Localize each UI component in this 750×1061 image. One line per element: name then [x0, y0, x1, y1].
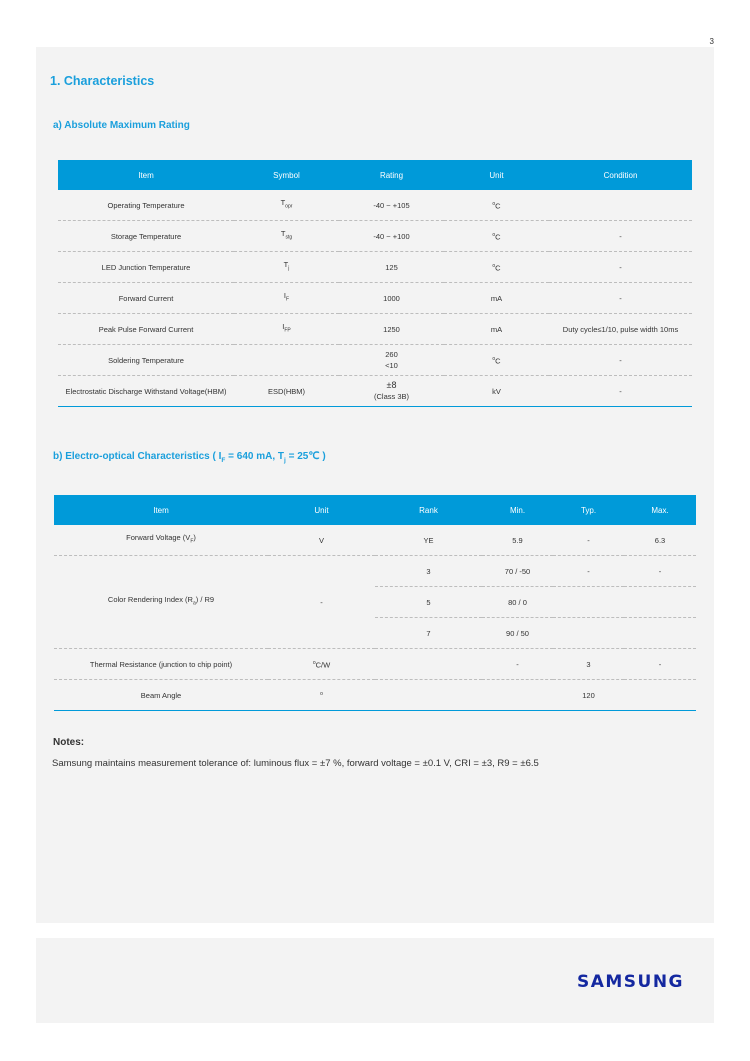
table-row [54, 680, 696, 711]
condition-cell: - [549, 345, 692, 376]
rating-cell: ±8 (Class 3B) [339, 376, 444, 407]
abs-header-row [58, 160, 692, 190]
rating-cell: -40 ~ +100 [339, 221, 444, 252]
condition-cell: - [549, 376, 692, 407]
table-row [58, 345, 692, 376]
unit-cell: mA [444, 314, 549, 345]
symbol-cell: $T_j$ [234, 252, 339, 283]
abs-max-table [58, 160, 692, 407]
item-cell: Soldering Temperature [58, 345, 234, 376]
symbol-cell [234, 345, 339, 376]
abs-header-item: Item [58, 160, 234, 190]
symbol-cell: $T_{opr}$ [234, 190, 339, 221]
table-row [54, 556, 696, 587]
eo-header-unit: Unit [268, 495, 375, 525]
min-cell: 70 / -50 [482, 556, 553, 587]
rank-cell: YE [375, 525, 482, 556]
unit-cell: o [268, 680, 375, 711]
samsung-logo: SAMSUNG [576, 972, 684, 992]
footer-panel [36, 938, 714, 1023]
typ-cell: 3 [553, 649, 624, 680]
min-cell: - [482, 649, 553, 680]
item-cell: Thermal Resistance (junction to chip point) [54, 649, 268, 680]
unit-cell: $^o$C [444, 345, 549, 376]
page-number: 3 [709, 37, 714, 46]
item-cell: Color Rendering Index $(R_a) / R9$ [54, 556, 268, 649]
abs-header-rating: Rating [339, 160, 444, 190]
item-cell: Beam Angle [54, 680, 268, 711]
table-row [54, 525, 696, 556]
unit-cell: - [268, 556, 375, 649]
item-cell: Forward Voltage $(V_F)$ [54, 525, 268, 556]
abs-max-title: a) Absolute Maximum Rating [53, 120, 190, 131]
rating-cell: 1000 [339, 283, 444, 314]
abs-header-condition: Condition [549, 160, 692, 190]
table-row [58, 221, 692, 252]
unit-cell: mA [444, 283, 549, 314]
condition-cell: - [549, 252, 692, 283]
unit-cell: $^o$C [444, 252, 549, 283]
table-row [58, 376, 692, 407]
symbol-cell: $I_{FP}$ [234, 314, 339, 345]
typ-cell: 120 [553, 680, 624, 711]
item-cell: Electrostatic Discharge Withstand Voltage(HBM) [58, 376, 234, 407]
condition-cell: - [549, 283, 692, 314]
section-title: 1. Characteristics [50, 74, 155, 88]
max-cell: - [624, 649, 696, 680]
table-row [58, 283, 692, 314]
unit-cell: V [268, 525, 375, 556]
table-row [58, 252, 692, 283]
eo-header-rank: Rank [375, 495, 482, 525]
eo-header-typ: Typ. [553, 495, 624, 525]
min-cell: 80 / 0 [482, 587, 553, 618]
max-cell: 6.3 [624, 525, 696, 556]
notes-title: Notes: [53, 737, 85, 748]
eo-header-max: Max. [624, 495, 696, 525]
condition-cell [549, 190, 692, 221]
symbol-cell: $I_F$ [234, 283, 339, 314]
rank-cell [375, 649, 482, 680]
rating-cell: -40 ~ +105 [339, 190, 444, 221]
typ-cell: - [553, 525, 624, 556]
unit-cell: $^o$C [444, 190, 549, 221]
rating-cell: 125 [339, 252, 444, 283]
max-cell: - [624, 556, 696, 587]
max-cell [624, 587, 696, 618]
eo-table [54, 495, 696, 711]
rating-cell: 260 <10 [339, 345, 444, 376]
table-row [54, 649, 696, 680]
item-cell: LED Junction Temperature [58, 252, 234, 283]
typ-cell [553, 618, 624, 649]
unit-cell: $^o$C/W [268, 649, 375, 680]
abs-header-symbol: Symbol [234, 160, 339, 190]
eo-header-row [54, 495, 696, 525]
typ-cell [553, 587, 624, 618]
condition-cell: Duty cycle≤1/10, pulse width 10ms [549, 314, 692, 345]
table-row [58, 314, 692, 345]
notes-text: Samsung maintains measurement tolerance of: luminous flux = ±7 %, forward voltage = ±0.1 V, CRI = ±3, R9 = ±6.5 [52, 758, 539, 769]
rank-cell: 7 [375, 618, 482, 649]
eo-title: b) Electro-optical Characteristics ( $I_F = 640$ mA, $T_j$ = 25℃ ) [53, 451, 326, 464]
max-cell [624, 680, 696, 711]
symbol-cell: $T_{stg}$ [234, 221, 339, 252]
unit-cell: kV [444, 376, 549, 407]
rank-cell: 5 [375, 587, 482, 618]
min-cell: 5.9 [482, 525, 553, 556]
eo-header-item: Item [54, 495, 268, 525]
min-cell [482, 680, 553, 711]
condition-cell: - [549, 221, 692, 252]
item-cell: Forward Current [58, 283, 234, 314]
table-row [58, 190, 692, 221]
item-cell: Storage Temperature [58, 221, 234, 252]
rank-cell [375, 680, 482, 711]
min-cell: 90 / 50 [482, 618, 553, 649]
content-panel [36, 47, 714, 923]
unit-cell: $^o$C [444, 221, 549, 252]
typ-cell: - [553, 556, 624, 587]
item-cell: Peak Pulse Forward Current [58, 314, 234, 345]
item-cell: Operating Temperature [58, 190, 234, 221]
max-cell [624, 618, 696, 649]
symbol-cell: ESD(HBM) [234, 376, 339, 407]
rating-cell: 1250 [339, 314, 444, 345]
rank-cell: 3 [375, 556, 482, 587]
abs-header-unit: Unit [444, 160, 549, 190]
eo-header-min: Min. [482, 495, 553, 525]
